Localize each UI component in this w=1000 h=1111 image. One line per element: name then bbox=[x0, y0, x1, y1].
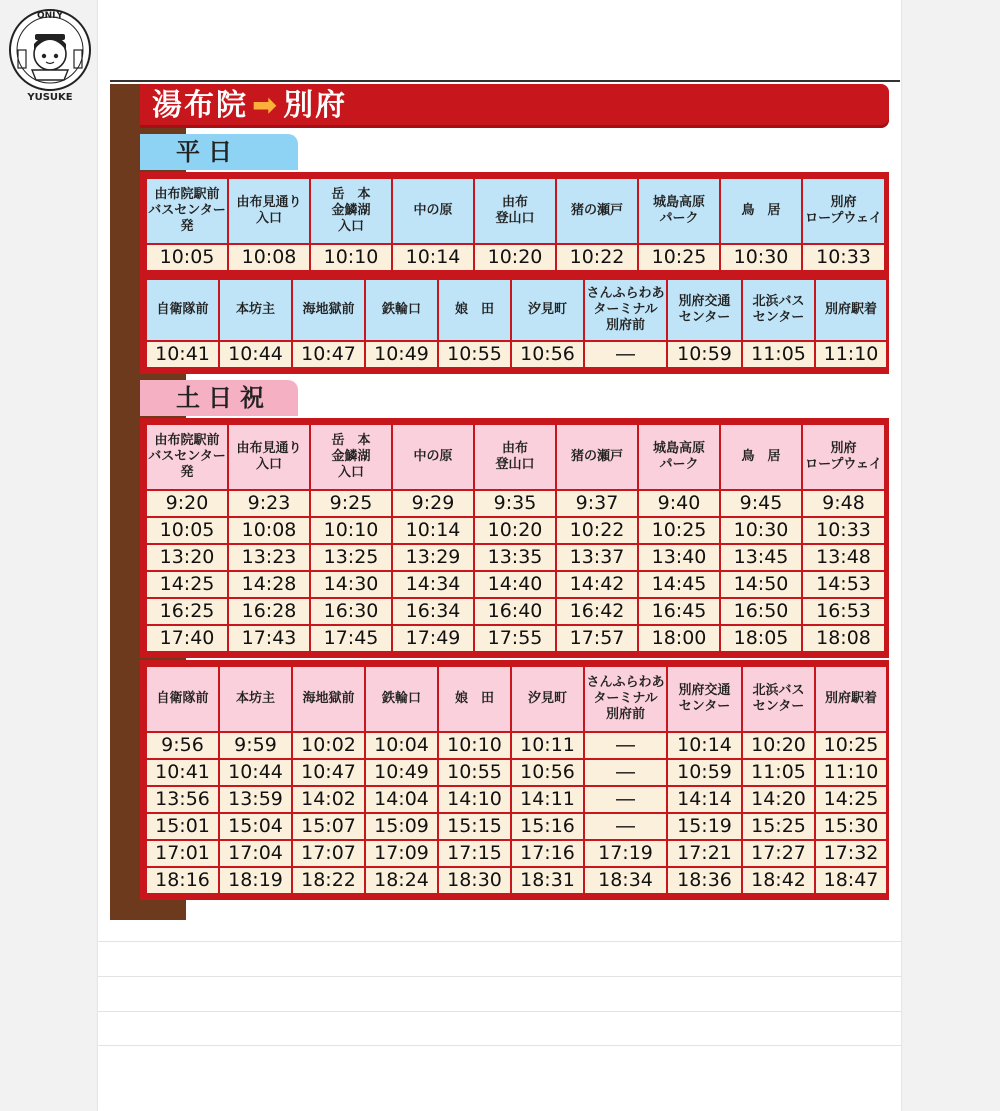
time-cell: 10:14 bbox=[667, 732, 742, 759]
time-cell: 14:11 bbox=[511, 786, 584, 813]
ruled-line bbox=[98, 1011, 901, 1012]
time-cell: 15:09 bbox=[365, 813, 438, 840]
arrow-right-icon: ➡ bbox=[252, 88, 280, 123]
header-row bbox=[146, 424, 885, 490]
time-cell: 15:30 bbox=[815, 813, 887, 840]
time-cell: 9:23 bbox=[228, 490, 310, 517]
time-cell: 18:42 bbox=[742, 867, 815, 894]
stop-header: さんふらわあ ターミナル 別府前 bbox=[584, 666, 667, 732]
time-cell: 10:30 bbox=[720, 244, 802, 271]
time-cell: 10:04 bbox=[365, 732, 438, 759]
time-cell: 10:25 bbox=[638, 244, 720, 271]
timetable bbox=[145, 278, 888, 369]
time-cell: 13:29 bbox=[392, 544, 474, 571]
time-cell: 10:20 bbox=[474, 517, 556, 544]
time-cell: 14:30 bbox=[310, 571, 392, 598]
stop-header: 別府交通 センター bbox=[667, 666, 742, 732]
table-row bbox=[146, 625, 885, 652]
time-cell: 11:05 bbox=[742, 759, 815, 786]
time-cell: 17:40 bbox=[146, 625, 228, 652]
stop-header: 娘 田 bbox=[438, 279, 511, 341]
time-cell: 16:28 bbox=[228, 598, 310, 625]
time-cell: 16:53 bbox=[802, 598, 885, 625]
time-cell: 10:49 bbox=[365, 341, 438, 368]
table-row bbox=[146, 813, 887, 840]
stop-header: 岳 本 金鱗湖 入口 bbox=[310, 178, 392, 244]
time-cell: ― bbox=[584, 759, 667, 786]
time-cell: 18:19 bbox=[219, 867, 292, 894]
stop-header: 北浜バス センター bbox=[742, 666, 815, 732]
stop-header: 汐見町 bbox=[511, 666, 584, 732]
time-cell: 14:34 bbox=[392, 571, 474, 598]
time-cell: 9:37 bbox=[556, 490, 638, 517]
time-cell: 14:28 bbox=[228, 571, 310, 598]
header-row bbox=[146, 178, 885, 244]
time-cell: 17:32 bbox=[815, 840, 887, 867]
time-cell: 17:49 bbox=[392, 625, 474, 652]
time-cell: 11:10 bbox=[815, 341, 887, 368]
time-cell: 13:23 bbox=[228, 544, 310, 571]
time-cell: 18:30 bbox=[438, 867, 511, 894]
ruled-line bbox=[98, 941, 901, 942]
stop-header: 鳥 居 bbox=[720, 424, 802, 490]
time-cell: 10:55 bbox=[438, 341, 511, 368]
timetable bbox=[145, 177, 886, 272]
table-row bbox=[146, 786, 887, 813]
time-cell: 10:44 bbox=[219, 759, 292, 786]
ruled-line bbox=[98, 1045, 901, 1046]
time-cell: 10:10 bbox=[438, 732, 511, 759]
logo-top-text: ONLY bbox=[36, 11, 64, 21]
time-cell: 10:41 bbox=[146, 759, 219, 786]
stop-header: 城島高原 パーク bbox=[638, 178, 720, 244]
time-cell: ― bbox=[584, 813, 667, 840]
time-cell: 10:49 bbox=[365, 759, 438, 786]
timetable-body bbox=[146, 490, 885, 652]
time-cell: 14:02 bbox=[292, 786, 365, 813]
time-cell: 9:40 bbox=[638, 490, 720, 517]
section-tab-holiday: 土日祝 bbox=[140, 380, 298, 416]
stop-header: 海地獄前 bbox=[292, 666, 365, 732]
timetable-weekday-1 bbox=[140, 172, 889, 277]
logo-emblem bbox=[4, 4, 96, 104]
table-row bbox=[146, 867, 887, 894]
stop-header: 別府駅着 bbox=[815, 279, 887, 341]
ruled-line bbox=[98, 976, 901, 977]
time-cell: 15:15 bbox=[438, 813, 511, 840]
time-cell: 14:40 bbox=[474, 571, 556, 598]
time-cell: 10:33 bbox=[802, 244, 885, 271]
only-yusuke-logo bbox=[4, 4, 96, 104]
time-cell: 18:22 bbox=[292, 867, 365, 894]
timetable-body bbox=[146, 732, 887, 894]
stop-header: 娘 田 bbox=[438, 666, 511, 732]
time-cell: 18:31 bbox=[511, 867, 584, 894]
time-cell: 10:14 bbox=[392, 517, 474, 544]
time-cell: 18:16 bbox=[146, 867, 219, 894]
timetable-holiday-1 bbox=[140, 418, 889, 658]
table-row bbox=[146, 571, 885, 598]
time-cell: 17:16 bbox=[511, 840, 584, 867]
stop-header: 由布見通り 入口 bbox=[228, 424, 310, 490]
time-cell: 10:47 bbox=[292, 759, 365, 786]
time-cell: 10:08 bbox=[228, 517, 310, 544]
time-cell: 10:25 bbox=[638, 517, 720, 544]
time-cell: 17:01 bbox=[146, 840, 219, 867]
time-cell: 10:56 bbox=[511, 341, 584, 368]
route-to: 別府 bbox=[283, 88, 348, 123]
time-cell: 13:48 bbox=[802, 544, 885, 571]
time-cell: 14:25 bbox=[815, 786, 887, 813]
route-from: 湯布院 bbox=[152, 88, 248, 123]
stop-header: 自衛隊前 bbox=[146, 279, 219, 341]
time-cell: 10:47 bbox=[292, 341, 365, 368]
stop-header: 岳 本 金鱗湖 入口 bbox=[310, 424, 392, 490]
top-rule bbox=[110, 80, 900, 82]
timetable-weekday-2 bbox=[140, 273, 889, 374]
time-cell: 10:05 bbox=[146, 517, 228, 544]
stop-header: 本坊主 bbox=[219, 279, 292, 341]
timetable-holiday-2 bbox=[140, 660, 889, 900]
time-cell: 10:44 bbox=[219, 341, 292, 368]
time-cell: 14:20 bbox=[742, 786, 815, 813]
time-cell: ― bbox=[584, 341, 667, 368]
time-cell: 10:59 bbox=[667, 759, 742, 786]
route-title bbox=[152, 86, 347, 126]
time-cell: 17:43 bbox=[228, 625, 310, 652]
table-row bbox=[146, 840, 887, 867]
stop-header: 猪の瀬戸 bbox=[556, 424, 638, 490]
stop-header: 中の原 bbox=[392, 424, 474, 490]
stop-header: 北浜バス センター bbox=[742, 279, 815, 341]
time-cell: 13:20 bbox=[146, 544, 228, 571]
time-cell: 17:21 bbox=[667, 840, 742, 867]
time-cell: 17:07 bbox=[292, 840, 365, 867]
stop-header: 由布 登山口 bbox=[474, 424, 556, 490]
time-cell: 9:45 bbox=[720, 490, 802, 517]
time-cell: 16:50 bbox=[720, 598, 802, 625]
time-cell: 15:01 bbox=[146, 813, 219, 840]
time-cell: 10:22 bbox=[556, 244, 638, 271]
section-tab-weekday: 平日 bbox=[140, 134, 298, 170]
time-cell: 9:35 bbox=[474, 490, 556, 517]
time-cell: 17:15 bbox=[438, 840, 511, 867]
time-cell: 16:42 bbox=[556, 598, 638, 625]
time-cell: 10:14 bbox=[392, 244, 474, 271]
table-row bbox=[146, 544, 885, 571]
stop-header: 別府交通 センター bbox=[667, 279, 742, 341]
stop-header: 中の原 bbox=[392, 178, 474, 244]
time-cell: 18:36 bbox=[667, 867, 742, 894]
time-cell: 17:55 bbox=[474, 625, 556, 652]
time-cell: 14:53 bbox=[802, 571, 885, 598]
timetable bbox=[145, 665, 888, 895]
stop-header: 別府駅着 bbox=[815, 666, 887, 732]
header-row bbox=[146, 279, 887, 341]
time-cell: 9:25 bbox=[310, 490, 392, 517]
time-cell: 9:48 bbox=[802, 490, 885, 517]
logo-bottom-text: YUSUKE bbox=[27, 92, 73, 103]
stop-header: 由布見通り 入口 bbox=[228, 178, 310, 244]
time-cell: 14:25 bbox=[146, 571, 228, 598]
time-cell: 14:10 bbox=[438, 786, 511, 813]
time-cell: 15:16 bbox=[511, 813, 584, 840]
table-row bbox=[146, 490, 885, 517]
time-cell: 10:55 bbox=[438, 759, 511, 786]
stop-header: 本坊主 bbox=[219, 666, 292, 732]
time-cell: ― bbox=[584, 786, 667, 813]
time-cell: 18:08 bbox=[802, 625, 885, 652]
header-row bbox=[146, 666, 887, 732]
time-cell: 11:05 bbox=[742, 341, 815, 368]
time-cell: 10:05 bbox=[146, 244, 228, 271]
time-cell: 16:30 bbox=[310, 598, 392, 625]
time-cell: 15:07 bbox=[292, 813, 365, 840]
time-cell: 10:10 bbox=[310, 517, 392, 544]
time-cell: 18:00 bbox=[638, 625, 720, 652]
time-cell: 9:56 bbox=[146, 732, 219, 759]
stop-header: 由布 登山口 bbox=[474, 178, 556, 244]
time-cell: 18:47 bbox=[815, 867, 887, 894]
stop-header: 由布院駅前 バスセンター 発 bbox=[146, 178, 228, 244]
time-cell: 17:45 bbox=[310, 625, 392, 652]
time-cell: 10:56 bbox=[511, 759, 584, 786]
time-cell: 16:40 bbox=[474, 598, 556, 625]
table-row bbox=[146, 598, 885, 625]
time-cell: 9:29 bbox=[392, 490, 474, 517]
stop-header: 由布院駅前 バスセンター 発 bbox=[146, 424, 228, 490]
table-row bbox=[146, 759, 887, 786]
stop-header: 海地獄前 bbox=[292, 279, 365, 341]
stop-header: 猪の瀬戸 bbox=[556, 178, 638, 244]
time-cell: 10:33 bbox=[802, 517, 885, 544]
time-cell: 15:19 bbox=[667, 813, 742, 840]
time-cell: 10:30 bbox=[720, 517, 802, 544]
stop-header: 鉄輪口 bbox=[365, 279, 438, 341]
time-cell: 14:45 bbox=[638, 571, 720, 598]
stop-header: 汐見町 bbox=[511, 279, 584, 341]
time-cell: 13:56 bbox=[146, 786, 219, 813]
table-row bbox=[146, 517, 885, 544]
time-cell: 14:42 bbox=[556, 571, 638, 598]
time-cell: 13:45 bbox=[720, 544, 802, 571]
time-cell: 17:09 bbox=[365, 840, 438, 867]
time-cell: 10:20 bbox=[474, 244, 556, 271]
time-cell: 17:27 bbox=[742, 840, 815, 867]
time-cell: 10:11 bbox=[511, 732, 584, 759]
time-cell: 13:59 bbox=[219, 786, 292, 813]
time-cell: 15:25 bbox=[742, 813, 815, 840]
stop-header: 自衛隊前 bbox=[146, 666, 219, 732]
time-cell: 16:45 bbox=[638, 598, 720, 625]
time-cell: 13:37 bbox=[556, 544, 638, 571]
time-cell: 9:59 bbox=[219, 732, 292, 759]
table-row bbox=[146, 732, 887, 759]
time-cell: 17:19 bbox=[584, 840, 667, 867]
time-cell: 10:41 bbox=[146, 341, 219, 368]
stop-header: さんふらわあ ターミナル 別府前 bbox=[584, 279, 667, 341]
time-cell: 10:10 bbox=[310, 244, 392, 271]
time-cell: 18:34 bbox=[584, 867, 667, 894]
timetable bbox=[145, 423, 886, 653]
time-cell: 16:34 bbox=[392, 598, 474, 625]
time-cell: 10:22 bbox=[556, 517, 638, 544]
time-cell: 10:59 bbox=[667, 341, 742, 368]
stop-header: 鉄輪口 bbox=[365, 666, 438, 732]
time-cell: 18:05 bbox=[720, 625, 802, 652]
time-cell: 10:20 bbox=[742, 732, 815, 759]
stop-header: 鳥 居 bbox=[720, 178, 802, 244]
table-row bbox=[146, 341, 887, 368]
time-cell: 16:25 bbox=[146, 598, 228, 625]
stop-header: 城島高原 パーク bbox=[638, 424, 720, 490]
time-cell: 11:10 bbox=[815, 759, 887, 786]
stop-header: 別府 ロープウェイ bbox=[802, 424, 885, 490]
time-cell: 14:14 bbox=[667, 786, 742, 813]
route-banner bbox=[140, 84, 889, 128]
stop-header: 別府 ロープウェイ bbox=[802, 178, 885, 244]
time-cell: 18:24 bbox=[365, 867, 438, 894]
time-cell: 17:57 bbox=[556, 625, 638, 652]
time-cell: 14:50 bbox=[720, 571, 802, 598]
time-cell: 13:35 bbox=[474, 544, 556, 571]
time-cell: 10:25 bbox=[815, 732, 887, 759]
time-cell: 9:20 bbox=[146, 490, 228, 517]
time-cell: 10:02 bbox=[292, 732, 365, 759]
time-cell: ― bbox=[584, 732, 667, 759]
time-cell: 13:25 bbox=[310, 544, 392, 571]
time-cell: 13:40 bbox=[638, 544, 720, 571]
time-cell: 17:04 bbox=[219, 840, 292, 867]
table-row bbox=[146, 244, 885, 271]
time-cell: 10:08 bbox=[228, 244, 310, 271]
time-cell: 14:04 bbox=[365, 786, 438, 813]
time-cell: 15:04 bbox=[219, 813, 292, 840]
